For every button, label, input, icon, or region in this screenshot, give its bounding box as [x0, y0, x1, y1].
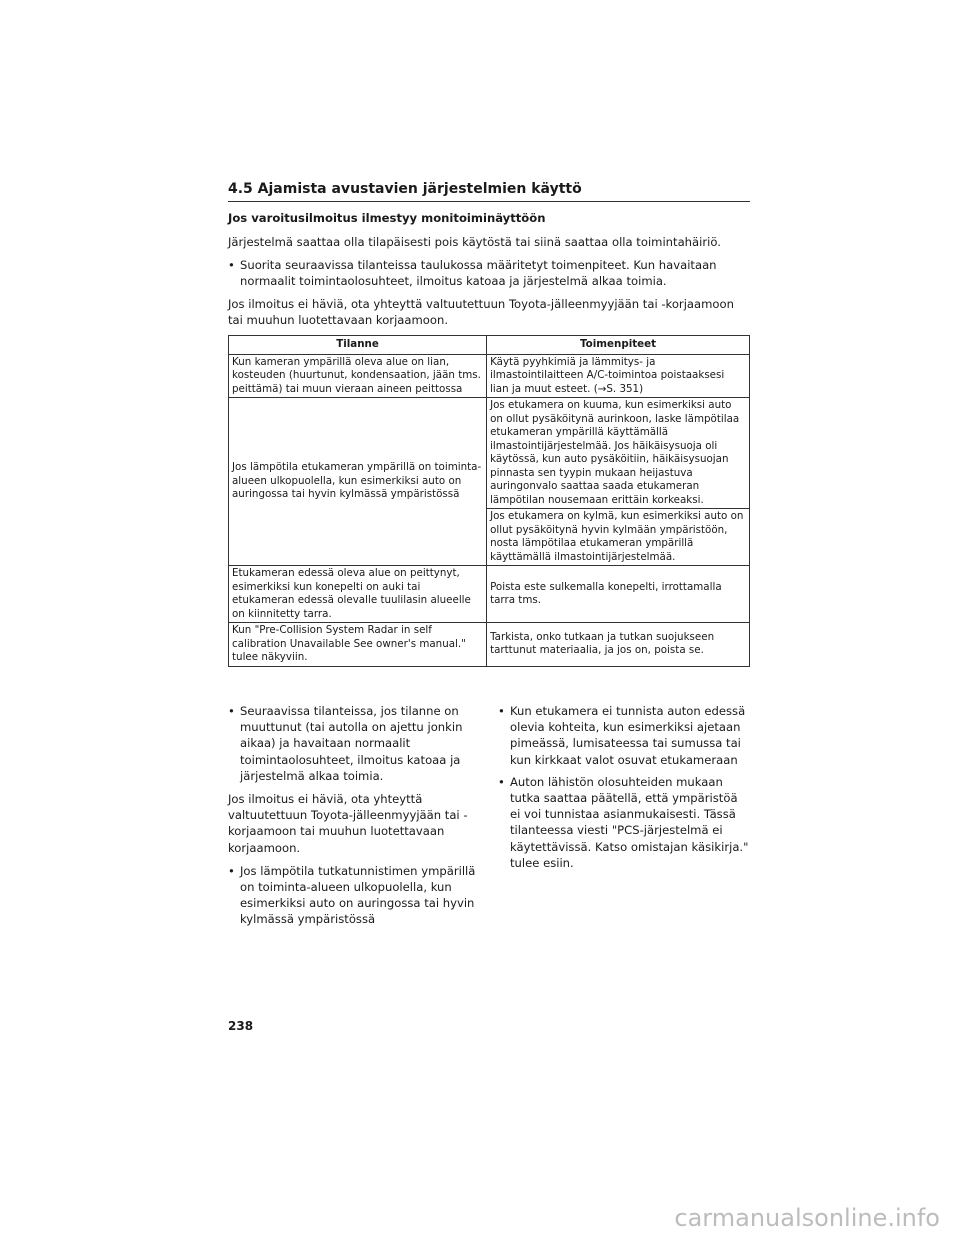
table-row [229, 354, 750, 398]
watermark: carmanualsonline.info [674, 1204, 940, 1232]
column-header-actions: Toimenpiteet [487, 336, 750, 355]
action-cell: Tarkista, onko tutkaan ja tutkan suojukseen tarttunut materiaalia, ja jos on, poista se. [487, 623, 750, 667]
table-header-row [229, 336, 750, 355]
right-column [498, 703, 750, 935]
page-number: 238 [228, 1019, 254, 1033]
warning-message-heading: Jos varoitusilmoitus ilmestyy monitoiminäyttöön [228, 211, 546, 225]
contact-paragraph: Jos ilmoitus ei häviä, ota yhteyttä valtuutettuun Toyota-jälleenmyyjään tai -korjaamoon tai muuhun luotettavaan korjaamoon. [228, 297, 734, 327]
situation-cell: Kun "Pre-Collision System Radar in self calibration Unavailable See owner's manual." tulee näkyviin. [229, 623, 487, 667]
right-bullet-list [498, 703, 750, 871]
situation-action-table [228, 335, 750, 667]
intro-bullet: • Suorita seuraavissa tilanteissa taulukossa määritetyt toimenpiteet. Kun havaitaan normaalit toimintaolosuhteet, ilmoitus katoaa ja järjestelmä alkaa toimia. [228, 257, 750, 289]
main-content [228, 210, 750, 667]
left-column [228, 703, 480, 935]
table-row [229, 398, 750, 509]
section-title: 4.5 Ajamista avustavien järjestelmien käyttö [228, 181, 582, 197]
action-cell: Poista este sulkemalla konepelti, irrottamalla tarra tms. [487, 566, 750, 623]
table-row [229, 566, 750, 623]
left-bullet: • Seuraavissa tilanteissa, jos tilanne on muuttunut (tai autolla on ajettu jonkin aikaa) ja havaitaan normaalit toimintaolosuhteet, ilmoitus katoaa ja järjestelmä alkaa toimia. [228, 703, 480, 784]
section-header [228, 180, 750, 202]
situation-cell: Jos lämpötila etukameran ympärillä on toiminta-alueen ulkopuolella, kun esimerkiksi auto on auringossa tai hyvin kylmässä ympäristössä [229, 398, 487, 566]
column-header-situation: Tilanne [229, 336, 487, 355]
intro-bullet-list [228, 257, 750, 289]
situation-cell: Kun kameran ympärillä oleva alue on lian, kosteuden (huurtunut, kondensaation, jään tms. peittämä) tai muun vieraan aineen peittossa [229, 354, 487, 398]
intro-paragraph: Järjestelmä saattaa olla tilapäisesti pois käytöstä tai siinä saattaa olla toimintahäiriö. [228, 235, 721, 249]
action-cell: Käytä pyyhkimiä ja lämmitys- ja ilmastointilaitteen A/C-toimintoa poistaaksesi lian ja muut esteet. (→S. 351) [487, 354, 750, 398]
table-row [229, 623, 750, 667]
left-bullet-list [228, 703, 480, 784]
two-column-section [228, 703, 750, 935]
situation-cell: Etukameran edessä oleva alue on peittynyt, esimerkiksi kun konepelti on auki tai etukameran edessä olevalle tuulilasin alueelle on kiinnitetty tarra. [229, 566, 487, 623]
action-cell: Jos etukamera on kuuma, kun esimerkiksi auto on ollut pysäköitynä aurinkoon, laske lämpötilaa etukameran ympärillä käyttämällä ilmastointijärjestelmää. Jos häikäisysuoja oli käytössä, kun auto pysäköitiin, häikäisysuojan pinnasta sen tyypin mukaan heijastuva auringonvalo saattaa saada etukameran lämpötilan nousemaan erittäin korkeaksi. [487, 398, 750, 509]
right-bullet: • Auton lähistön olosuhteiden mukaan tutka saattaa päätellä, että ympäristöä ei voi tunnistaa asianmukaisesti. Tässä tilanteessa viesti "PCS-järjestelmä ei käytettävissä. Katso omistajan käsikirja." tulee esiin. [498, 774, 750, 871]
left-bullet: • Jos lämpötila tutkatunnistimen ympärillä on toiminta-alueen ulkopuolella, kun esimerkiksi auto on auringossa tai hyvin kylmässä ympäristössä [228, 863, 480, 928]
left-contact-paragraph: Jos ilmoitus ei häviä, ota yhteyttä valtuutettuun Toyota-jälleenmyyjään tai -korjaamoon tai muuhun luotettavaan korjaamoon. [228, 792, 468, 855]
action-cell: Jos etukamera on kylmä, kun esimerkiksi auto on ollut pysäköitynä hyvin kylmään ympäristöön, nosta lämpötilaa etukameran ympärillä käyttämällä ilmastointijärjestelmää. [487, 509, 750, 566]
right-bullet: • Kun etukamera ei tunnista auton edessä olevia kohteita, kun esimerkiksi ajetaan pimeässä, lumisateessa tai sumussa tai kun kirkkaat valot osuvat etukameraan [498, 703, 750, 768]
section-divider [228, 201, 750, 202]
left-bullet-list-2 [228, 863, 480, 928]
